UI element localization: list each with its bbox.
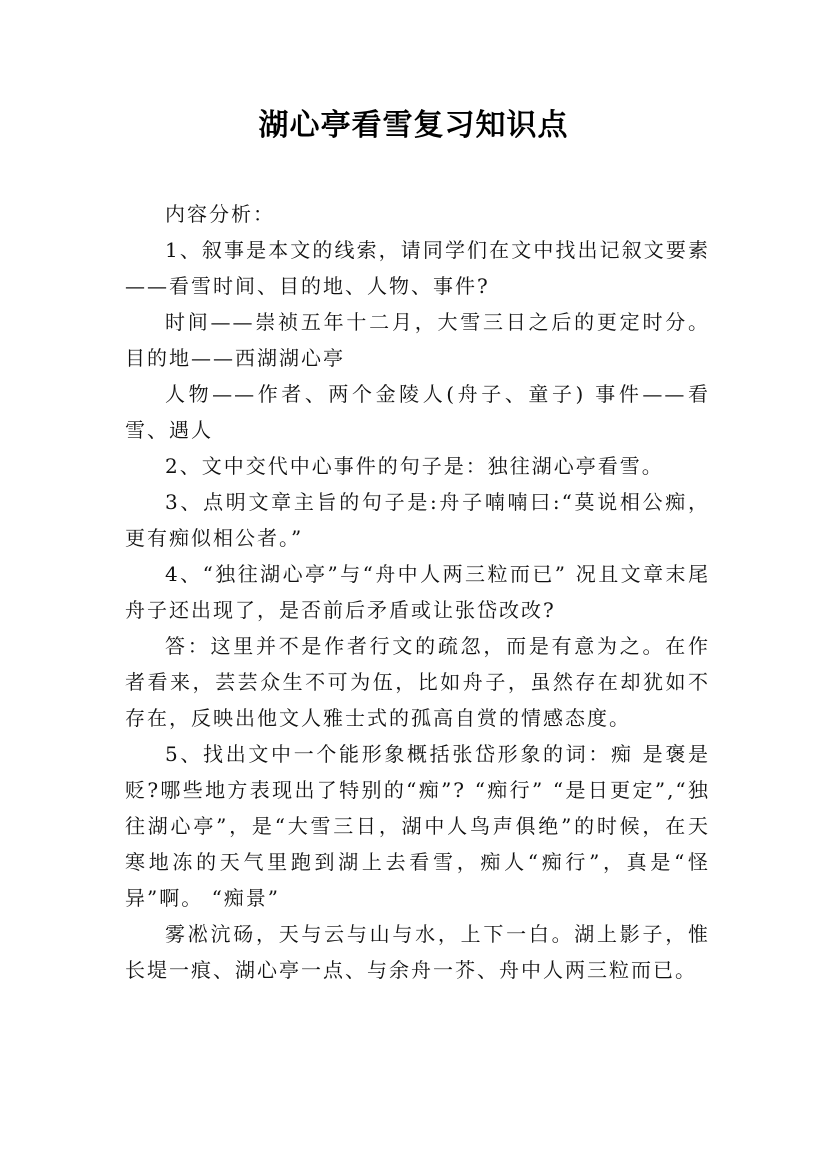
paragraph-people-event: 人物——作者、两个金陵人(舟子、童子) 事件——看雪、遇人	[125, 382, 710, 442]
document-body	[125, 196, 710, 988]
paragraph-scene-quote: 雾凇沆砀，天与云与山与水，上下一白。湖上影子，惟长堤一痕、湖心亭一点、与余舟一芥、舟中人两三粒而已。	[125, 922, 710, 982]
paragraph-answer-4: 答：这里并不是作者行文的疏忽，而是有意为之。在作者看来，芸芸众生不可为伍，比如舟子，虽然存在却犹如不存在，反映出他文人雅士式的孤高自赏的情感态度。	[125, 634, 710, 730]
paragraph-question-5: 5、找出文中一个能形象概括张岱形象的词：痴 是褒是贬?哪些地方表现出了特别的“痴”? “痴行” “是日更定”,“独往湖心亭”，是“大雪三日，湖中人鸟声俱绝”的时候，在天寒地冻的天气里跑到湖上去看雪，痴人“痴行”，真是“怪异”啊。 “痴景”	[125, 742, 710, 910]
paragraph-content-analysis: 内容分析：	[165, 202, 275, 226]
paragraph-time-destination: 时间——崇祯五年十二月，大雪三日之后的更定时分。目的地——西湖湖心亭	[125, 310, 710, 370]
paragraph-question-1: 1、叙事是本文的线索，请同学们在文中找出记叙文要素——看雪时间、目的地、人物、事件?	[125, 238, 710, 298]
paragraph-question-2: 2、文中交代中心事件的句子是：独往湖心亭看雪。	[165, 454, 664, 478]
page-title: 湖心亭看雪复习知识点	[258, 108, 569, 143]
paragraph-question-4: 4、“独往湖心亭”与“舟中人两三粒而已” 况且文章末尾舟子还出现了，是否前后矛盾或让张岱改改?	[125, 562, 710, 622]
paragraph-question-3: 3、点明文章主旨的句子是:舟子喃喃曰:“莫说相公痴，更有痴似相公者。”	[125, 490, 710, 550]
